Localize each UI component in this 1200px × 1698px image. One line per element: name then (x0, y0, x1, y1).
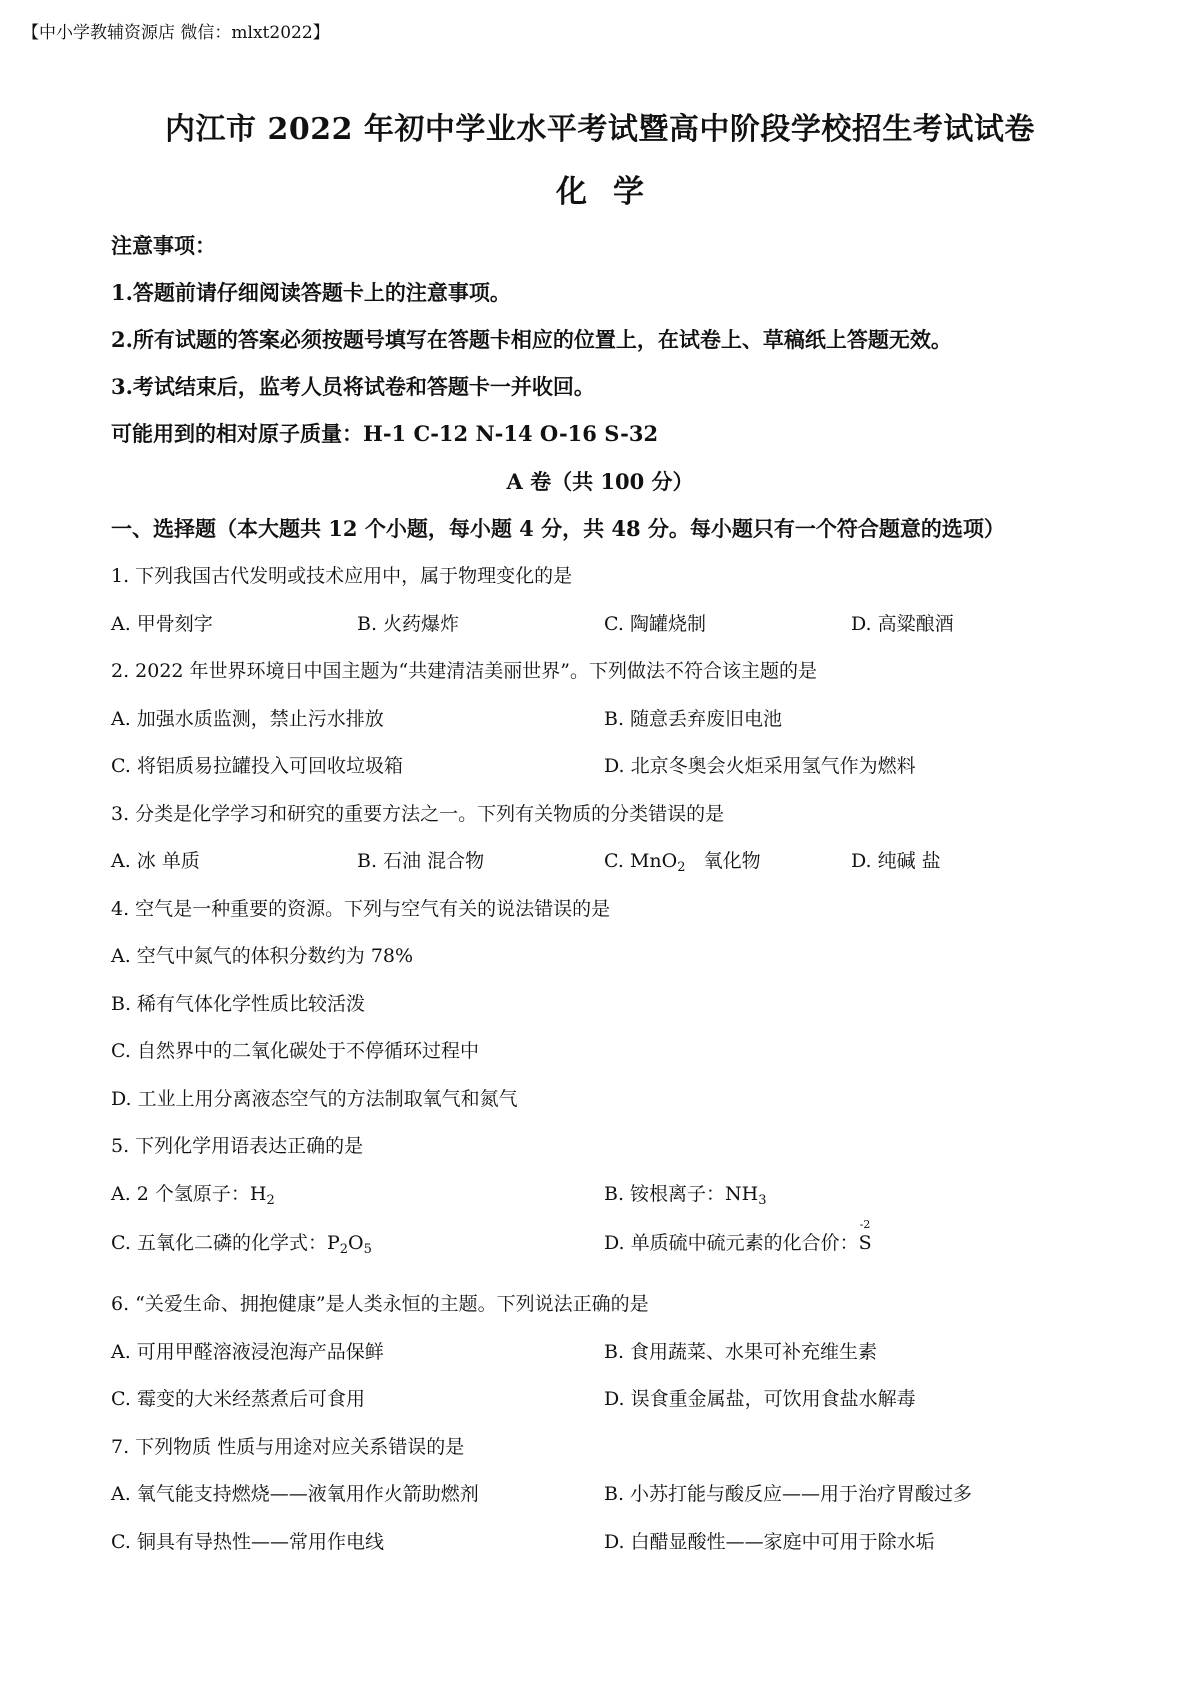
option-b: B. 随意丢弃废旧电池 (604, 708, 783, 730)
option-d: D. 工业上用分离液态空气的方法制取氧气和氮气 (111, 1088, 518, 1110)
notes-heading: 注意事项： (111, 233, 216, 258)
option-c: C. 自然界中的二氧化碳处于不停循环过程中 (111, 1040, 479, 1062)
option-a: A. 可用甲醛溶液浸泡海产品保鲜 (111, 1341, 384, 1363)
option-d (604, 1218, 875, 1255)
option-c (111, 1228, 372, 1255)
element-symbol: S (858, 1232, 872, 1254)
option-a: A. 甲骨刻字 (111, 613, 213, 635)
note-item: 1.答题前请仔细阅读答题卡上的注意事项。 (111, 280, 511, 305)
option-d: D. 白醋显酸性——家庭中可用于除水垢 (604, 1531, 935, 1553)
exam-title: 内江市 2022 年初中学业水平考试暨高中阶段学校招生考试试卷 (165, 112, 1035, 147)
part-heading: 一、选择题（本大题共 12 个小题，每小题 4 分，共 48 分。每小题只有一个符合题意的选项） (111, 516, 1005, 541)
option-c: C. 霉变的大米经蒸煮后可食用 (111, 1388, 365, 1410)
formula-part: O (348, 1232, 364, 1254)
note-item: 3.考试结束后，监考人员将试卷和答题卡一并收回。 (111, 374, 595, 399)
subscript: 5 (363, 1242, 372, 1257)
option-a-text: A. 2 个氢原子：H (111, 1183, 267, 1205)
option-a (111, 1179, 275, 1206)
option-d: D. 高粱酿酒 (851, 613, 954, 635)
valence-value: -2 (859, 1218, 871, 1231)
question-stem: 2. 2022 年世界环境日中国主题为“共建清洁美丽世界”。下列做法不符合该主题的是 (111, 660, 817, 682)
subscript: 2 (677, 860, 686, 875)
option-c-tail: 氧化物 (685, 850, 761, 872)
subscript: 2 (339, 1242, 349, 1257)
option-b: B. 稀有气体化学性质比较活泼 (111, 993, 366, 1015)
option-d-text: D. 单质硫中硫元素的化合价： (604, 1232, 859, 1254)
option-c: C. 铜具有导热性——常用作电线 (111, 1531, 384, 1553)
question-stem: 5. 下列化学用语表达正确的是 (111, 1135, 364, 1157)
option-c-text: C. 五氧化二磷的化学式：P (111, 1232, 340, 1254)
option-b: B. 火药爆炸 (357, 613, 460, 635)
question-stem: 7. 下列物质 性质与用途对应关系错误的是 (111, 1436, 465, 1458)
watermark-text: 【中小学教辅资源店 微信：mlxt2022】 (22, 23, 330, 43)
option-c (604, 846, 761, 873)
option-b: B. 石油 混合物 (357, 850, 485, 872)
option-a: A. 加强水质监测，禁止污水排放 (111, 708, 384, 730)
note-item: 2.所有试题的答案必须按题号填写在答题卡相应的位置上，在试卷上、草稿纸上答题无效。 (111, 327, 952, 352)
option-d: D. 纯碱 盐 (851, 850, 941, 872)
option-a: A. 空气中氮气的体积分数约为 78% (111, 945, 414, 967)
option-c: C. 陶罐烧制 (604, 613, 706, 635)
exam-subject: 化学 (556, 174, 670, 210)
option-a: A. 冰 单质 (111, 850, 200, 872)
question-stem: 4. 空气是一种重要的资源。下列与空气有关的说法错误的是 (111, 898, 611, 920)
section-title: A 卷（共 100 分） (506, 469, 694, 494)
question-stem: 3. 分类是化学学习和研究的重要方法之一。下列有关物质的分类错误的是 (111, 803, 725, 825)
option-c: C. 将铝质易拉罐投入可回收垃圾箱 (111, 755, 403, 777)
question-stem: 6. “关爱生命、拥抱健康”是人类永恒的主题。下列说法正确的是 (111, 1293, 649, 1315)
option-c-formula: C. MnO (604, 850, 678, 872)
valence-notation (858, 1218, 875, 1254)
option-d: D. 北京冬奥会火炬采用氢气作为燃料 (604, 755, 916, 777)
option-a: A. 氧气能支持燃烧——液氧用作火箭助燃剂 (111, 1483, 479, 1505)
option-b: B. 食用蔬菜、水果可补充维生素 (604, 1341, 878, 1363)
atomic-mass-line: 可能用到的相对原子质量：H-1 C-12 N-14 O-16 S-32 (111, 421, 659, 446)
option-b: B. 小苏打能与酸反应——用于治疗胃酸过多 (604, 1483, 973, 1505)
subscript: 2 (266, 1193, 275, 1208)
question-stem: 1. 下列我国古代发明或技术应用中，属于物理变化的是 (111, 565, 573, 587)
option-b (604, 1179, 767, 1206)
option-d: D. 误食重金属盐，可饮用食盐水解毒 (604, 1388, 916, 1410)
option-b-text: B. 铵根离子：NH (604, 1183, 759, 1205)
subscript: 3 (758, 1193, 767, 1208)
